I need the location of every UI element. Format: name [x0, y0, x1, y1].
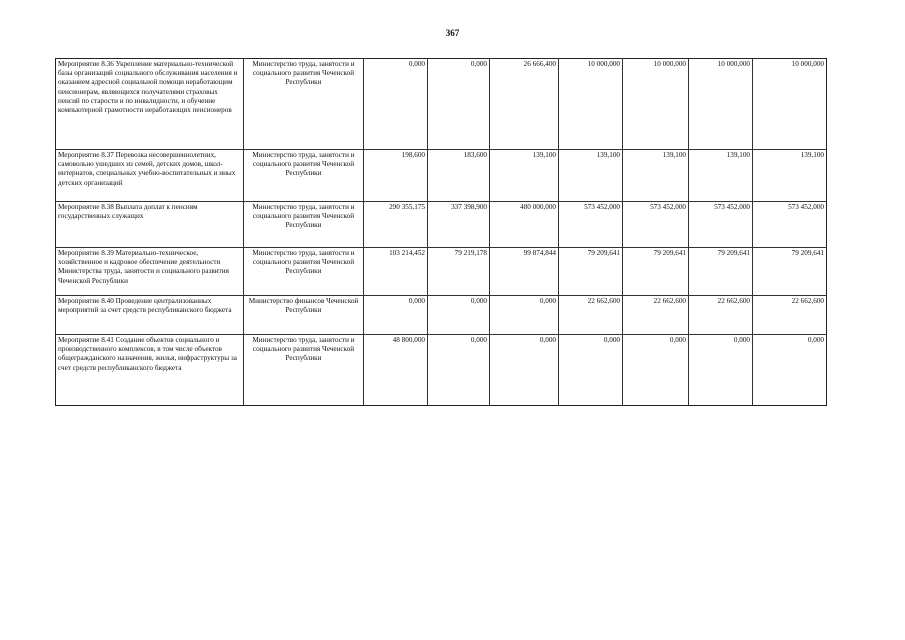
value-cell: 573 452,000 [689, 202, 753, 248]
value-cell: 573 452,000 [559, 202, 623, 248]
value-cell: 0,000 [689, 335, 753, 406]
value-cell: 79 209,641 [559, 248, 623, 296]
executor-cell: Министерство труда, занятости и социального развития Чеченской Республики [244, 202, 364, 248]
value-cell: 48 800,000 [364, 335, 428, 406]
value-cell: 0,000 [623, 335, 689, 406]
value-cell: 0,000 [364, 296, 428, 335]
value-cell: 183,600 [428, 150, 490, 202]
value-cell: 0,000 [428, 59, 490, 150]
executor-cell: Министерство труда, занятости и социального развития Чеченской Республики [244, 150, 364, 202]
value-cell: 573 452,000 [623, 202, 689, 248]
activity-cell: Мероприятие 8.37 Перевозка несовершеннолетних, самовольно ушедших из семей, детских домов, школ-интернатов, специальных учебно-воспитательных и иных детских организаций [56, 150, 244, 202]
value-cell: 99 874,844 [490, 248, 559, 296]
executor-cell: Министерство труда, занятости и социального развития Чеченской Республики [244, 335, 364, 406]
value-cell: 198,600 [364, 150, 428, 202]
executor-cell: Министерство труда, занятости и социального развития Чеченской Республики [244, 59, 364, 150]
value-cell: 290 355,175 [364, 202, 428, 248]
value-cell: 26 666,400 [490, 59, 559, 150]
value-cell: 139,100 [623, 150, 689, 202]
budget-table [55, 58, 827, 406]
value-cell: 22 662,600 [559, 296, 623, 335]
activity-cell: Мероприятие 8.41 Создание объектов социального и производственного комплексов, в том числе объектов общегражданского назначения, жилья, инфраструктуры за счет средств республиканского бюджета [56, 335, 244, 406]
value-cell: 10 000,000 [753, 59, 827, 150]
value-cell: 0,000 [753, 335, 827, 406]
value-cell: 10 000,000 [559, 59, 623, 150]
table-row [56, 335, 827, 406]
activity-cell: Мероприятие 8.38 Выплата доплат к пенсиям государственных служащих [56, 202, 244, 248]
value-cell: 139,100 [753, 150, 827, 202]
value-cell: 480 000,000 [490, 202, 559, 248]
executor-cell: Министерство финансов Чеченской Республики [244, 296, 364, 335]
value-cell: 79 209,641 [689, 248, 753, 296]
table-row [56, 248, 827, 296]
value-cell: 22 662,600 [753, 296, 827, 335]
value-cell: 139,100 [559, 150, 623, 202]
table-row [56, 59, 827, 150]
value-cell: 139,100 [490, 150, 559, 202]
value-cell: 0,000 [428, 335, 490, 406]
value-cell: 573 452,000 [753, 202, 827, 248]
value-cell: 0,000 [490, 296, 559, 335]
activity-cell: Мероприятие 8.40 Проведение централизованных мероприятий за счет средств республиканского бюджета [56, 296, 244, 335]
value-cell: 79 209,641 [623, 248, 689, 296]
value-cell: 337 398,900 [428, 202, 490, 248]
activity-cell: Мероприятие 8.39 Материально-техническое, хозяйственное и кадровое обеспечение деятельности Министерства труда, занятости и социального развития Чеченской Республики [56, 248, 244, 296]
table-row [56, 202, 827, 248]
activity-cell: Мероприятие 8.36 Укрепление материально-технической базы организаций социального обслуживания населения и оказанием адресной социальной помощи неработающим пенсионерам, являющихся получателями страховых пенсий по старости и по инвалидности, и обучение компьютерной грамотности неработающих пенсионеров [56, 59, 244, 150]
table-row [56, 150, 827, 202]
value-cell: 0,000 [428, 296, 490, 335]
value-cell: 10 000,000 [689, 59, 753, 150]
value-cell: 0,000 [364, 59, 428, 150]
value-cell: 0,000 [559, 335, 623, 406]
value-cell: 22 662,600 [623, 296, 689, 335]
table-body [56, 59, 827, 406]
value-cell: 79 219,178 [428, 248, 490, 296]
value-cell: 79 209,641 [753, 248, 827, 296]
value-cell: 139,100 [689, 150, 753, 202]
value-cell: 0,000 [490, 335, 559, 406]
value-cell: 10 000,000 [623, 59, 689, 150]
value-cell: 22 662,600 [689, 296, 753, 335]
value-cell: 103 214,452 [364, 248, 428, 296]
executor-cell: Министерство труда, занятости и социального развития Чеченской Республики [244, 248, 364, 296]
page-number: 367 [445, 28, 460, 38]
table-row [56, 296, 827, 335]
